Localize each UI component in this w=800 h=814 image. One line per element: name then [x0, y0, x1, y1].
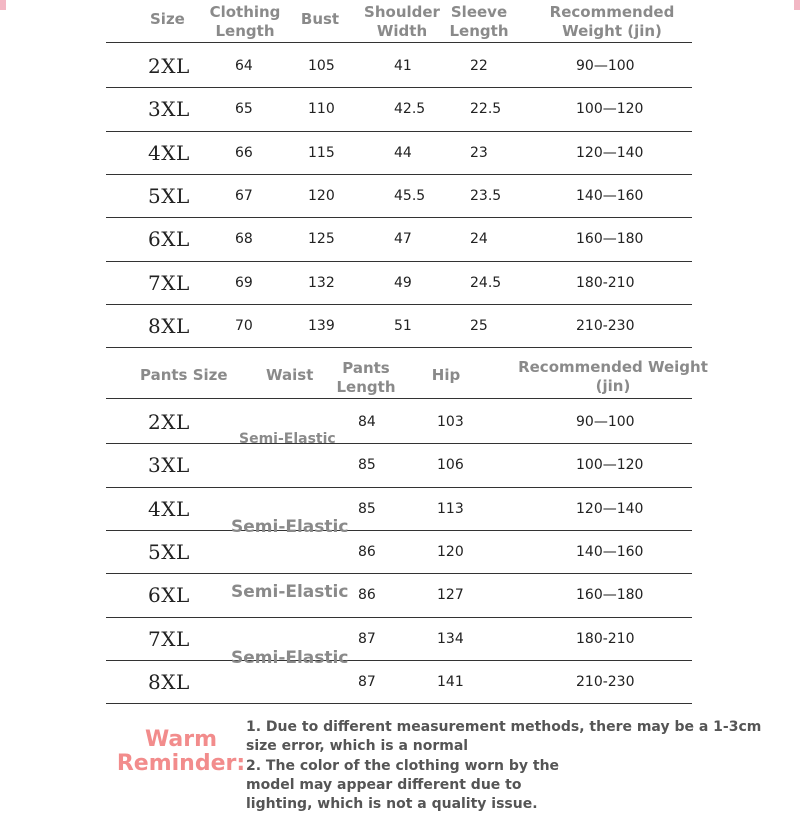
table-row: [0, 217, 800, 260]
size-cell: 5XL: [148, 183, 190, 208]
measurement-cell: 100—120: [576, 457, 644, 474]
row-divider: [106, 347, 692, 348]
measurement-cell: 85: [358, 500, 376, 517]
measurement-cell: 140—160: [576, 543, 644, 560]
size-cell: 8XL: [148, 313, 190, 338]
size-cell: 4XL: [148, 496, 190, 521]
size-cell: 6XL: [148, 227, 190, 252]
measurement-cell: 44: [394, 144, 412, 161]
measurement-cell: 23.5: [470, 187, 502, 204]
size-cell: 3XL: [148, 97, 190, 122]
measurement-cell: 106: [437, 457, 464, 474]
measurement-cell: 22: [470, 58, 488, 74]
table-row: [0, 530, 800, 573]
corner-accent-right: [794, 0, 800, 10]
measurement-cell: 210-230: [576, 317, 635, 334]
row-divider: [106, 703, 692, 704]
measurement-cell: 69: [235, 274, 253, 291]
measurement-cell: 49: [394, 274, 412, 291]
measurement-cell: 125: [308, 231, 335, 248]
waist-label: Semi-Elastic: [231, 517, 349, 537]
header-bust: Bust: [300, 10, 340, 28]
size-cell: 2XL: [148, 410, 190, 434]
table-row: [0, 304, 800, 347]
table-row: [0, 617, 800, 660]
reminder-note-2: 2. The color of the clothing worn by the model may appear different due to lighting, which is not a quality issue.: [246, 758, 560, 812]
table-row: [0, 573, 800, 616]
measurement-cell: 160—180: [576, 587, 644, 604]
measurement-cell: 45.5: [394, 187, 426, 204]
header-waist: Waist: [266, 366, 314, 384]
measurement-cell: 24: [470, 231, 488, 248]
measurement-cell: 127: [437, 587, 464, 604]
size-cell: 8XL: [148, 669, 190, 694]
measurement-cell: 132: [308, 274, 335, 291]
measurement-cell: 103: [437, 414, 464, 430]
measurement-cell: 105: [308, 58, 335, 74]
header-pants-size: Pants Size: [140, 366, 228, 384]
header-shoulder-width: Shoulder Width: [364, 3, 440, 40]
measurement-cell: 180-210: [576, 274, 635, 291]
reminder-note-1: 1. Due to different measurement methods, there may be a 1-3cm size error, which is a normal: [246, 719, 762, 754]
pants-header-rule: [106, 398, 692, 399]
size-cell: 7XL: [148, 270, 190, 295]
header-pants-recommended-weight: Recommended Weight (jin): [518, 358, 708, 395]
size-cell: 2XL: [148, 54, 190, 78]
table-row: [0, 443, 800, 486]
table-row: [0, 131, 800, 174]
measurement-cell: 86: [358, 587, 376, 604]
measurement-cell: 85: [358, 457, 376, 474]
size-cell: 7XL: [148, 626, 190, 651]
size-cell: 4XL: [148, 140, 190, 165]
size-cell: 5XL: [148, 539, 190, 564]
table-row: [0, 44, 800, 87]
size-cell: 3XL: [148, 453, 190, 478]
header-pants-length: Pants Length: [336, 359, 396, 396]
measurement-cell: 115: [308, 144, 335, 161]
table-row: [0, 487, 800, 530]
waist-label: Semi-Elastic: [239, 431, 336, 447]
measurement-cell: 66: [235, 144, 253, 161]
measurement-cell: 87: [358, 673, 376, 690]
table-row: [0, 87, 800, 130]
header-recommended-weight: Recommended Weight (jin): [549, 3, 675, 40]
measurement-cell: 120—140: [576, 500, 644, 517]
table-row: [0, 660, 800, 703]
measurement-cell: 64: [235, 58, 253, 74]
measurement-cell: 139: [308, 317, 335, 334]
measurement-cell: 90—100: [576, 58, 635, 74]
measurement-cell: 110: [308, 101, 335, 118]
corner-accent-left: [0, 0, 6, 10]
measurement-cell: 47: [394, 231, 412, 248]
measurement-cell: 113: [437, 500, 464, 517]
table-row: [0, 261, 800, 304]
header-clothing-length: Clothing Length: [209, 3, 281, 40]
measurement-cell: 51: [394, 317, 412, 334]
measurement-cell: 120: [437, 543, 464, 560]
measurement-cell: 141: [437, 673, 464, 690]
measurement-cell: 24.5: [470, 274, 502, 291]
header-size: Size: [150, 10, 185, 28]
measurement-cell: 90—100: [576, 414, 635, 430]
measurement-cell: 25: [470, 317, 488, 334]
measurement-cell: 210-230: [576, 673, 635, 690]
measurement-cell: 65: [235, 101, 253, 118]
warm-reminder-title: Warm Reminder:: [116, 727, 246, 776]
measurement-cell: 68: [235, 231, 253, 248]
measurement-cell: 42.5: [394, 101, 426, 118]
header-hip: Hip: [431, 366, 461, 384]
measurement-cell: 84: [358, 414, 376, 430]
measurement-cell: 86: [358, 543, 376, 560]
measurement-cell: 120: [308, 187, 335, 204]
measurement-cell: 160—180: [576, 231, 644, 248]
waist-label: Semi-Elastic: [231, 582, 349, 602]
measurement-cell: 140—160: [576, 187, 644, 204]
measurement-cell: 70: [235, 317, 253, 334]
header-sleeve-length: Sleeve Length: [449, 3, 509, 40]
measurement-cell: 120—140: [576, 144, 644, 161]
measurement-cell: 180-210: [576, 630, 635, 647]
measurement-cell: 23: [470, 144, 488, 161]
table-row: [0, 174, 800, 217]
measurement-cell: 41: [394, 58, 412, 74]
tops-header-rule: [106, 42, 692, 43]
table-row: [0, 400, 800, 443]
measurement-cell: 22.5: [470, 101, 502, 118]
measurement-cell: 67: [235, 187, 253, 204]
measurement-cell: 87: [358, 630, 376, 647]
measurement-cell: 134: [437, 630, 464, 647]
measurement-cell: 100—120: [576, 101, 644, 118]
waist-label: Semi-Elastic: [231, 648, 349, 668]
size-cell: 6XL: [148, 583, 190, 608]
